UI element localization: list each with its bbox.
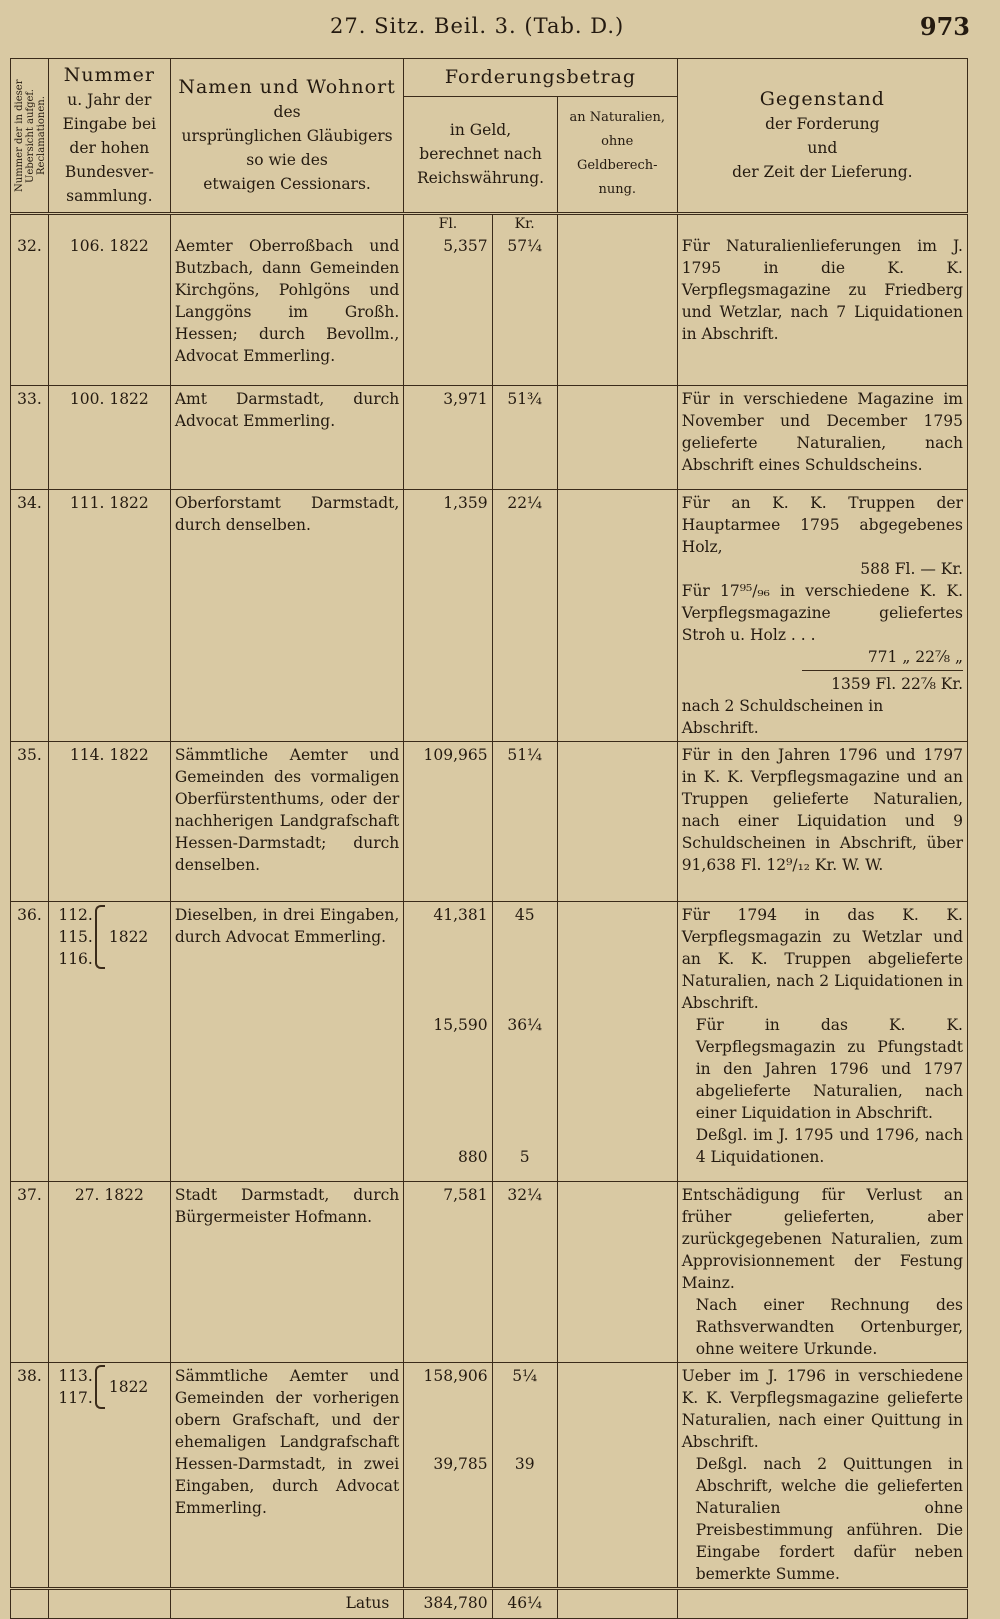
submission-number-item: 115. [58,927,93,946]
unit-kreuzer: Kr. [492,214,557,234]
running-head-title: 27. Sitz. Beil. 3. (Tab. D.) [330,14,625,38]
header-subject: Gegenstand der Forderung und der Zeit der Lieferung. [677,59,967,214]
claim-subject [677,901,967,1181]
creditor-name: Sämmtliche Aemter und Gemeinden der vorherigen obern Grafschaft, und der ehemaligen Landgrafschaft Hessen-Darmstadt, in zwei Eingaben, durch Advocat Emmerling. [170,1362,403,1588]
claim-subject-part-b: Nach einer Rechnung des Rathsverwandten Ortenburger, ohne weitere Urkunde. [695,1295,963,1358]
amount-kreuzer: 51¼ [492,741,557,901]
amount-kreuzer-a: 45 [514,905,535,924]
header-creditor: Namen und Wohnort des ursprünglichen Gläubigers so wie des etwaigen Cessionars. [170,59,403,214]
creditor-name: Stadt Darmstadt, durch Bürgermeister Hofmann. [170,1181,403,1362]
submission-year: 1822 [108,1377,149,1396]
amount-gulden: 5,357 [404,233,492,385]
submission-number: 27. 1822 [48,1181,170,1362]
claim-subject-part-b: Deßgl. nach 2 Quittungen in Abschrift, welche die gelieferten Naturalien ohne Preisbestimmung anführen. Die Eingabe fordert dafür neben bemerkte Summe. [695,1454,963,1583]
unit-gulden: Fl. [404,214,492,234]
amount-kreuzer-c: 5 [519,1147,530,1166]
table-row [11,233,968,385]
table-row [11,741,968,901]
amount-gulden-b: 15,590 [433,1015,488,1034]
amount-gulden-a: 41,381 [433,905,488,924]
claim-subject: Für Naturalienlieferungen im J. 1795 in die K. K. Verpflegsmagazine zu Friedberg und Wetzlar, nach 7 Liquidationen in Abschrift. [677,233,967,385]
brace-icon [95,905,105,969]
latus-gulden: 384,780 [404,1588,492,1618]
amount-gulden-a: 158,906 [423,1366,488,1385]
reclamation-number: 32. [11,233,49,385]
in-kind-amount [557,489,677,741]
amount-gulden-c: 880 [458,1147,488,1166]
submission-number: 100. 1822 [48,385,170,489]
header-reclamation-number: Nummer der in dieser Uebersicht aufgef. Reclamationen. [11,59,49,214]
amount-gulden: 1,359 [404,489,492,741]
creditor-name: Dieselben, in drei Eingaben, durch Advocat Emmerling. [170,901,403,1181]
units-row [11,214,968,234]
claim-subject-part-c: Deßgl. im J. 1795 und 1796, nach 4 Liquidationen. [695,1125,963,1166]
reclamation-number: 36. [11,901,49,1181]
header-row [11,59,968,97]
amount-gulden: 7,581 [404,1181,492,1362]
latus-row [11,1588,968,1618]
page-number: 973 [919,12,970,41]
amount-gulden [404,1362,492,1588]
amount-kreuzer: 32¼ [492,1181,557,1362]
table-row [11,385,968,489]
claim-subject [677,489,967,741]
header-claim-amount: Forderungsbetrag [404,59,677,97]
creditor-name: Amt Darmstadt, durch Advocat Emmerling. [170,385,403,489]
amount-kreuzer-b: 39 [514,1454,535,1473]
amount-kreuzer [492,901,557,1181]
latus-kreuzer: 46¼ [492,1588,557,1618]
in-kind-amount [557,385,677,489]
submission-group [53,1365,166,1409]
reclamation-number: 34. [11,489,49,741]
reclamation-number: 35. [11,741,49,901]
amount-gulden: 109,965 [404,741,492,901]
creditor-name: Aemter Oberroßbach und Butzbach, dann Gemeinden Kirchgöns, Pohlgöns und Langgöns im Großh. Hessen; durch Bevollm., Advocat Emmerling. [170,233,403,385]
claim-subject-part-b: Für in das K. K. Verpflegsmagazin zu Pfungstadt in den Jahren 1796 und 1797 abgelieferte Naturalien, nach einer Liquidation in Abschrift. [695,1015,963,1122]
table-row [11,901,968,1181]
header-in-money: in Geld, berechnet nach Reichswährung. [404,96,558,213]
table-row [11,489,968,741]
claims-table [10,58,968,1619]
reclamation-number: 33. [11,385,49,489]
submission-number-item: 116. [58,949,93,968]
submission-number [48,1362,170,1588]
submission-number: 106. 1822 [48,233,170,385]
running-head [0,0,1000,58]
header-in-kind: an Naturalien, ohne Geldberech- nung. [557,96,677,213]
amount-kreuzer: 57¼ [492,233,557,385]
header-submission: Nummer u. Jahr der Eingabe bei der hohen Bundesver- sammlung. [48,59,170,214]
claim-subject-part-a-amount: 588 Fl. — Kr. [860,559,963,578]
table-row [11,1181,968,1362]
brace-icon [95,1365,105,1409]
claim-subject-part-a: Entschädigung für Verlust an früher gelieferten, aber zurückgegebenen Naturalien, zum Approvisionnement der Festung Mainz. [681,1185,963,1292]
claim-subject: Für in verschiedene Magazine im November und December 1795 gelieferte Naturalien, nach Abschrift eines Schuldscheins. [677,385,967,489]
sum-rule [802,670,963,671]
submission-number: 114. 1822 [48,741,170,901]
submission-number [48,901,170,1181]
in-kind-amount [557,1362,677,1588]
claim-subject-part-c: nach 2 Schuldscheinen in Abschrift. [681,696,884,737]
claim-subject-part-a: Für 1794 in das K. K. Verpflegsmagazin zu Wetzlar und an K. K. Truppen abgelieferte Naturalien, nach 2 Liquidationen in Abschrift. [681,905,963,1012]
claim-subject [677,1362,967,1588]
creditor-name: Oberforstamt Darmstadt, durch denselben. [170,489,403,741]
in-kind-amount [557,741,677,901]
reclamation-number: 38. [11,1362,49,1588]
in-kind-amount [557,901,677,1181]
claim-subject-part-a: Ueber im J. 1796 in verschiedene K. K. Verpflegsmagazine gelieferte Naturalien, nach einer Quittung in Abschrift. [681,1366,963,1451]
amount-kreuzer-a: 5¼ [512,1366,538,1385]
claim-subject-part-a: Für an K. K. Truppen der Hauptarmee 1795 abgegebenes Holz, [681,493,963,556]
submission-number-item: 117. [58,1388,93,1407]
amount-gulden: 3,971 [404,385,492,489]
claim-subject-sum: 1359 Fl. 22⅞ Kr. [831,674,963,693]
reclamation-number: 37. [11,1181,49,1362]
in-kind-amount [557,233,677,385]
table-row [11,1362,968,1588]
submission-group [53,904,166,970]
creditor-name: Sämmtliche Aemter und Gemeinden des vormaligen Oberfürstenthums, oder der nachherigen Landgrafschaft Hessen-Darmstadt; durch denselben. [170,741,403,901]
amount-kreuzer: 22¼ [492,489,557,741]
amount-gulden [404,901,492,1181]
claim-subject: Für in den Jahren 1796 und 1797 in K. K. Verpflegsmagazine und an Truppen gelieferte Naturalien, nach einer Liquidation und 9 Schuldscheinen in Abschrift, über 91,638 Fl. 12⁹/₁₂ Kr. W. W. [677,741,967,901]
amount-gulden-b: 39,785 [433,1454,488,1473]
submission-number: 111. 1822 [48,489,170,741]
submission-number-item: 112. [58,905,93,924]
in-kind-amount [557,1181,677,1362]
claim-subject-part-b: Für 17⁹⁵/₉₆ in verschiedene K. K. Verpflegsmagazine geliefertes Stroh u. Holz . . . [681,581,963,644]
amount-kreuzer [492,1362,557,1588]
claim-subject-part-b-amount: 771 „ 22⅞ „ [867,647,963,666]
submission-number-item: 113. [58,1366,93,1385]
amount-kreuzer-b: 36¼ [507,1015,543,1034]
latus-label: Latus [170,1588,403,1618]
amount-kreuzer: 51¾ [492,385,557,489]
claim-subject [677,1181,967,1362]
submission-year: 1822 [108,927,149,946]
